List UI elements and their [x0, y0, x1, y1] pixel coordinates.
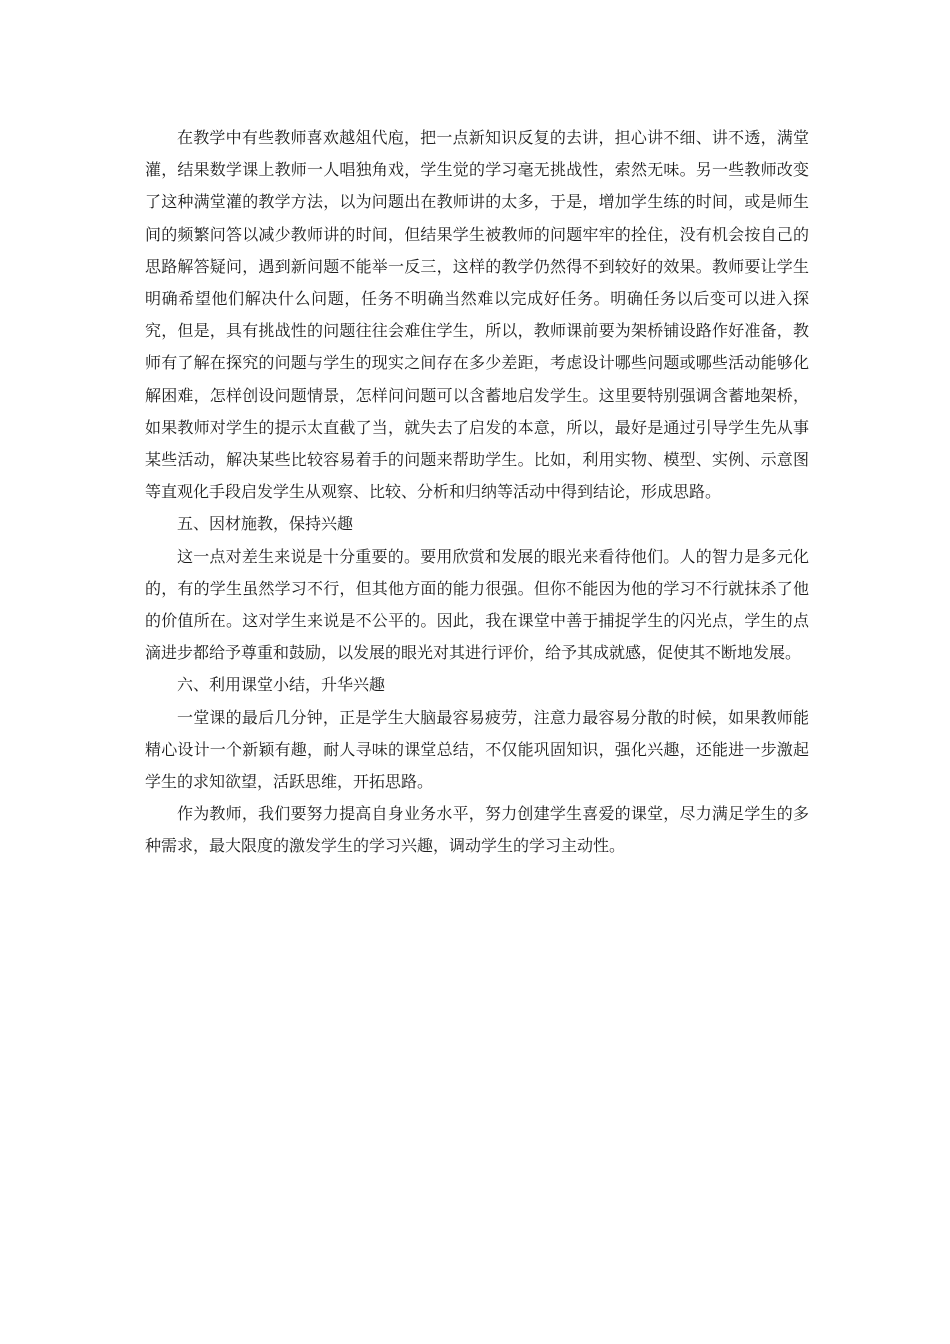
section-heading-5: 五、因材施教，保持兴趣: [177, 514, 354, 534]
paragraph-individualized-teaching: 这一点对差生来说是十分重要的。要用欣赏和发展的眼光来看待他们。人的智力是多元化的，有的学生虽然学习不行，但其他方面的能力很强。但你不能因为他的学习不行就抹杀了他的价值所在。这对学生来说是不公平的。因此，我在课堂中善于捕捉学生的闪光点，学生的点滴进步都给予尊重和鼓励，以发展的眼光对其进行评价，给予其成就感，促使其不断地发展。: [145, 546, 809, 663]
section-heading-6: 六、利用课堂小结，升华兴趣: [177, 675, 386, 695]
document-body: [145, 122, 809, 863]
paragraph-conclusion: 作为教师，我们要努力提高自身业务水平，努力创建学生喜爱的课堂，尽力满足学生的多种需求，最大限度的激发学生的学习兴趣，调动学生的学习主动性。: [145, 804, 809, 856]
paragraph-teaching-guidance: 在教学中有些教师喜欢越俎代庖，把一点新知识反复的去讲，担心讲不细、讲不透，满堂灌，结果数学课上教师一人唱独角戏，学生觉的学习毫无挑战性，索然无味。另一些教师改变了这种满堂灌的教学方法，以为问题出在教师讲的太多，于是，增加学生练的时间，或是师生间的频繁问答以减少教师讲的时间，但结果学生被教师的问题牢牢的拴住，没有机会按自己的思路解答疑问，遇到新问题不能举一反三，这样的教学仍然得不到较好的效果。教师要让学生明确希望他们解决什么问题，任务不明确当然难以完成好任务。明确任务以后变可以进入探究，但是，具有挑战性的问题往往会难住学生，所以，教师课前要为架桥铺设路作好准备，教师有了解在探究的问题与学生的现实之间存在多少差距，考虑设计哪些问题或哪些活动能够化解困难，怎样创设问题情景，怎样问问题可以含蓄地启发学生。这里要特别强调含蓄地架桥，如果教师对学生的提示太直截了当，就失去了启发的本意，所以，最好是通过引导学生先从事某些活动，解决某些比较容易着手的问题来帮助学生。比如，利用实物、模型、实例、示意图等直观化手段启发学生从观察、比较、分析和归纳等活动中得到结论，形成思路。: [145, 128, 809, 502]
paragraph-class-summary: 一堂课的最后几分钟，正是学生大脑最容易疲劳，注意力最容易分散的时候，如果教师能精心设计一个新颖有趣，耐人寻味的课堂总结，不仅能巩固知识，强化兴趣，还能进一步激起学生的求知欲望，活跃思维，开拓思路。: [145, 707, 809, 792]
